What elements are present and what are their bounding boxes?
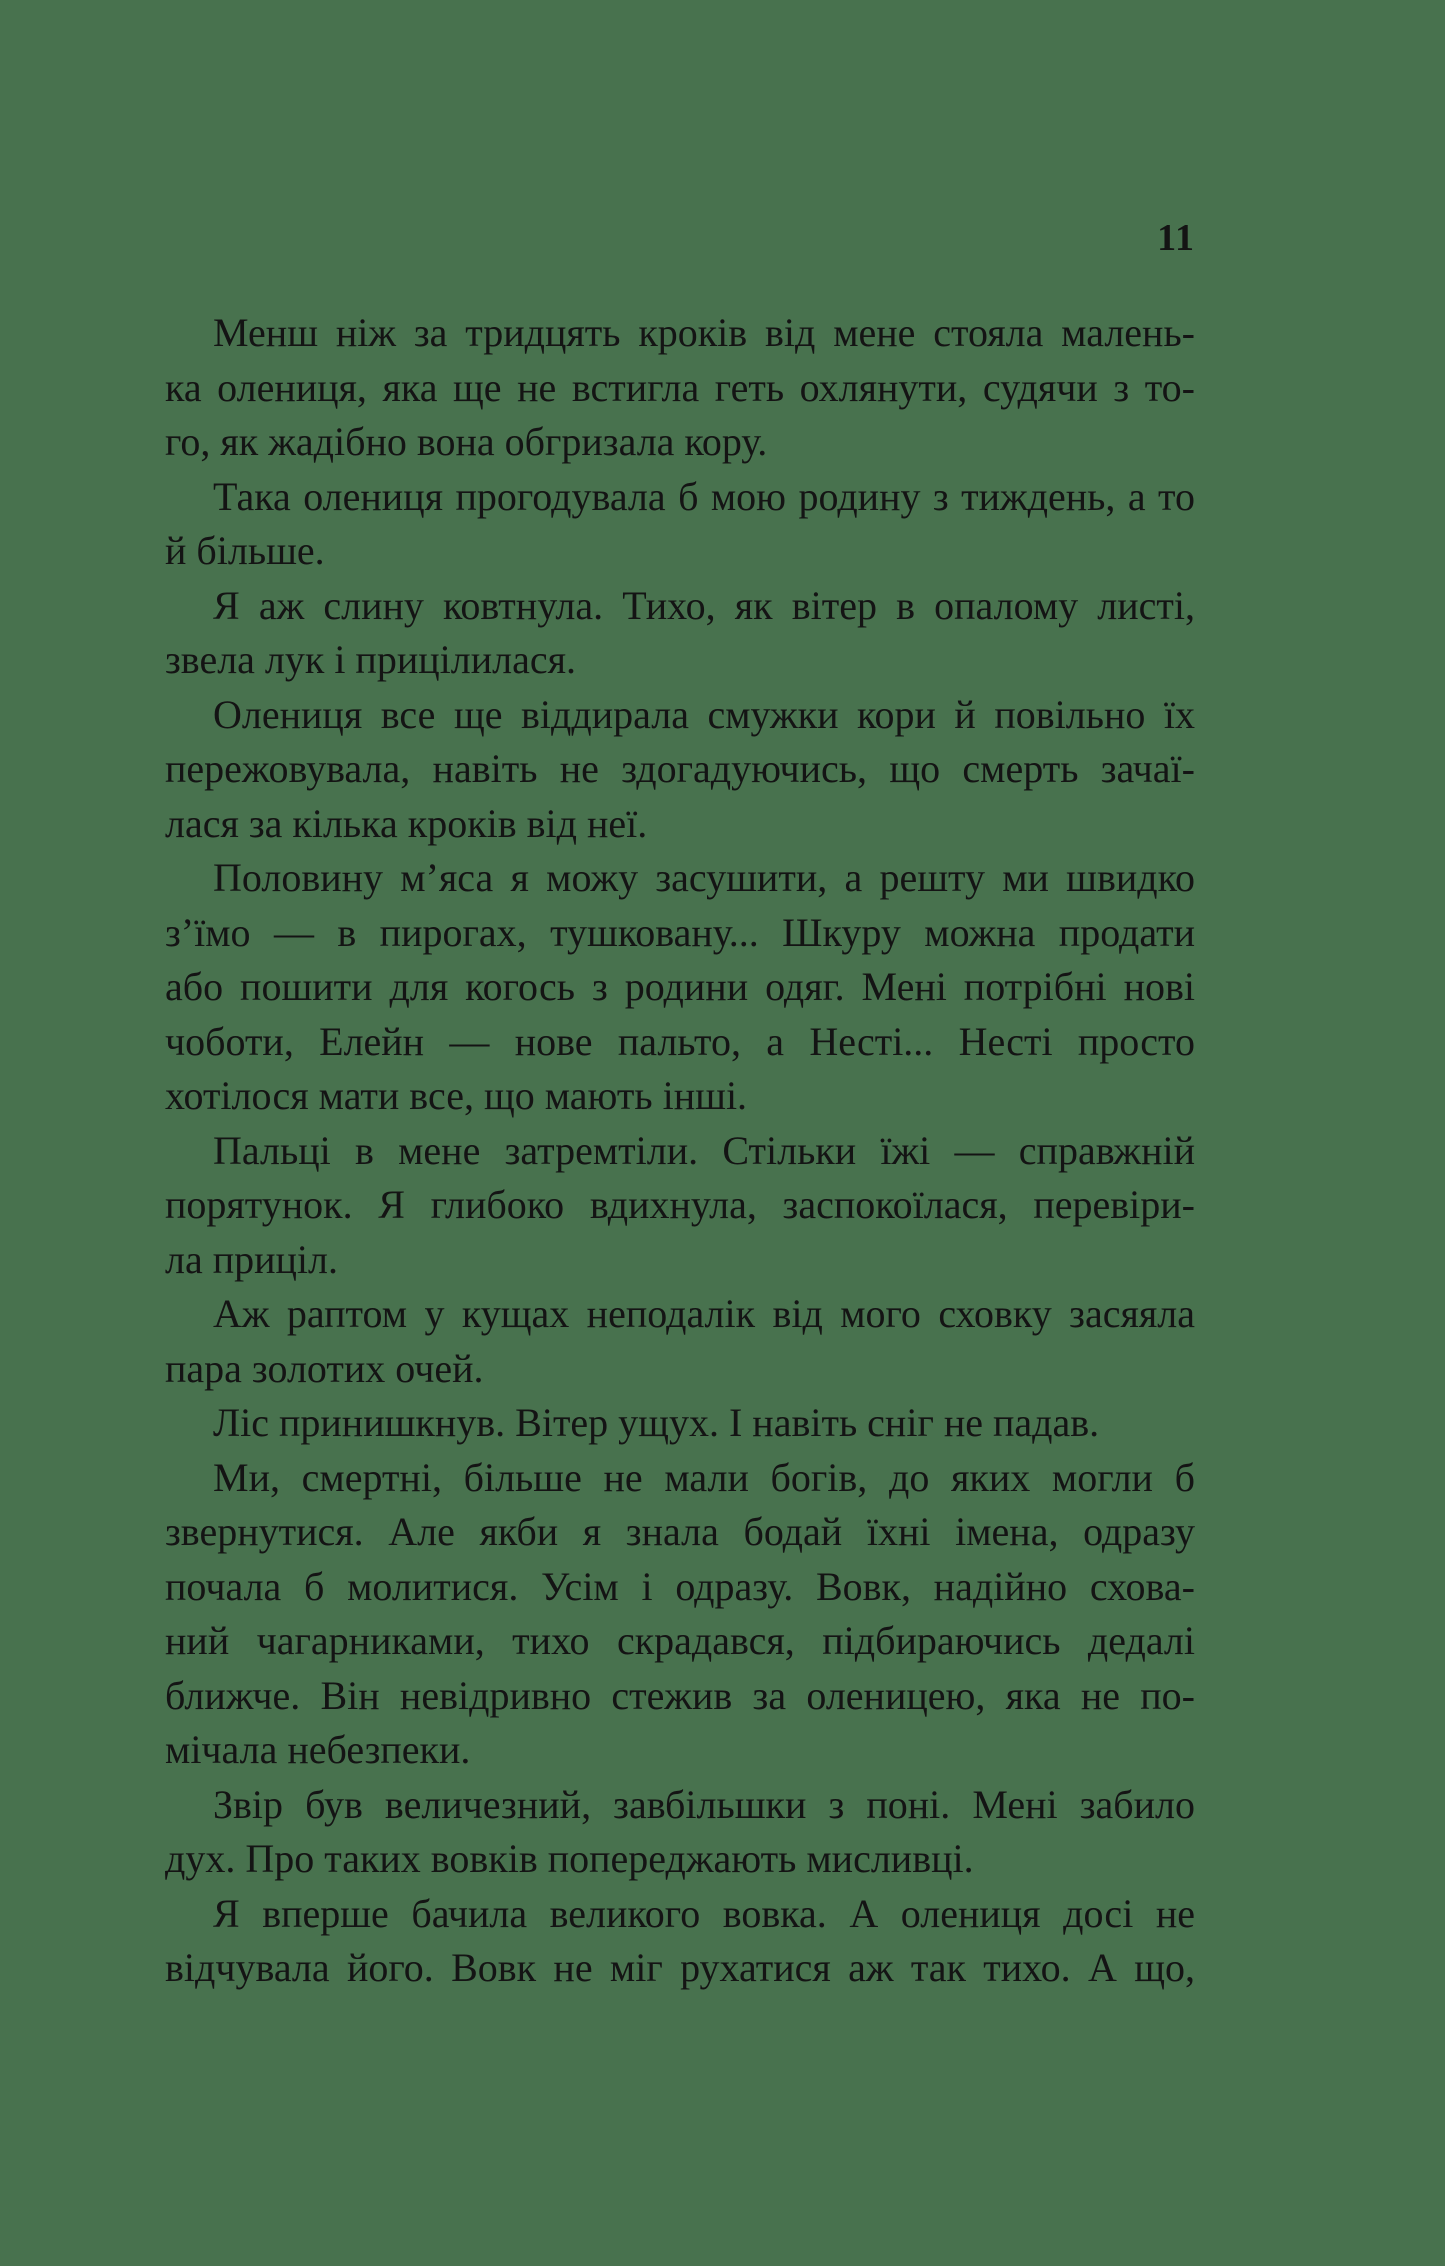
text-line: хотілося мати все, що мають інші. — [165, 1073, 748, 1118]
text-line: чоботи, Елейн — нове пальто, а Несті... Несті просто — [165, 1018, 1195, 1064]
paragraph — [165, 1396, 1195, 1451]
paragraph — [165, 470, 1195, 579]
paragraph — [165, 1451, 1195, 1778]
page-header — [165, 218, 1195, 258]
text-column — [165, 0, 1195, 1996]
text-line: й більше. — [165, 528, 325, 573]
text-line: Ліс принишкнув. Вітер ущух. І навіть сніг не падав. — [213, 1400, 1100, 1445]
text-line: Ми, смертні, більше не мали богів, до яких могли б — [213, 1454, 1195, 1500]
text-line: го, як жадібно вона обгризала кору. — [165, 419, 768, 464]
text-line: дух. Про таких вовків попереджають мисливці. — [165, 1836, 974, 1881]
text-line: або пошити для когось з родини одяг. Мені потрібні нові — [165, 964, 1195, 1009]
paragraph — [165, 1887, 1195, 1996]
text-line: мічала небезпеки. — [165, 1727, 471, 1772]
text-line: ка олениця, яка ще не встигла геть охлянути, судячи з то- — [165, 364, 1195, 410]
text-line: почала б молитися. Усім і одразу. Вовк, надійно схова- — [165, 1563, 1195, 1609]
page-text — [165, 306, 1195, 1996]
text-line: ний чагарниками, тихо скрадався, підбираючись дедалі — [165, 1618, 1195, 1663]
paragraph — [165, 306, 1195, 470]
text-line: Така олениця прогодувала б мою родину з тиждень, а то — [213, 473, 1195, 519]
paragraph — [165, 1778, 1195, 1887]
paragraph — [165, 688, 1195, 852]
text-line: пережовувала, навіть не здогадуючись, що смерть зачаї- — [165, 746, 1195, 791]
text-line: Половину м’яса я можу засушити, а решту ми швидко — [213, 855, 1195, 900]
paragraph — [165, 1287, 1195, 1396]
text-line: пара золотих очей. — [165, 1345, 484, 1391]
text-line: Менш ніж за тридцять кроків від мене стояла малень- — [213, 310, 1195, 355]
text-line: ближче. Він невідривно стежив за оленицею, яка не по- — [165, 1672, 1195, 1718]
text-line: з’їмо — в пирогах, тушковану... Шкуру можна продати — [165, 909, 1195, 955]
text-line: звернутися. Але якби я знала бодай їхні імена, одразу — [165, 1509, 1195, 1554]
paragraph — [165, 1124, 1195, 1288]
text-line: лася за кілька кроків від неї. — [165, 800, 648, 846]
text-line: звела лук і прицілилася. — [165, 637, 576, 682]
page-number: 11 — [1157, 217, 1195, 259]
text-line: Я вперше бачила великого вовка. А олениця досі не — [213, 1890, 1195, 1936]
text-line: відчувала його. Вовк не міг рухатися аж так тихо. А що, — [165, 1945, 1195, 1990]
text-line: порятунок. Я глибоко вдихнула, заспокоїлася, перевіри- — [165, 1182, 1195, 1227]
text-line: Олениця все ще віддирала смужки кори й повільно їх — [213, 691, 1195, 737]
paragraph — [165, 579, 1195, 688]
text-line: Пальці в мене затремтіли. Стільки їжі — справжній — [213, 1127, 1195, 1173]
text-line: Звір був величезний, завбільшки з поні. Мені забило — [213, 1781, 1195, 1827]
paragraph — [165, 851, 1195, 1124]
text-line: ла приціл. — [165, 1236, 339, 1282]
text-line: Аж раптом у кущах неподалік від мого сховку засяяла — [213, 1291, 1195, 1336]
text-line: Я аж слину ковтнула. Тихо, як вітер в опалому листі, — [213, 582, 1195, 628]
